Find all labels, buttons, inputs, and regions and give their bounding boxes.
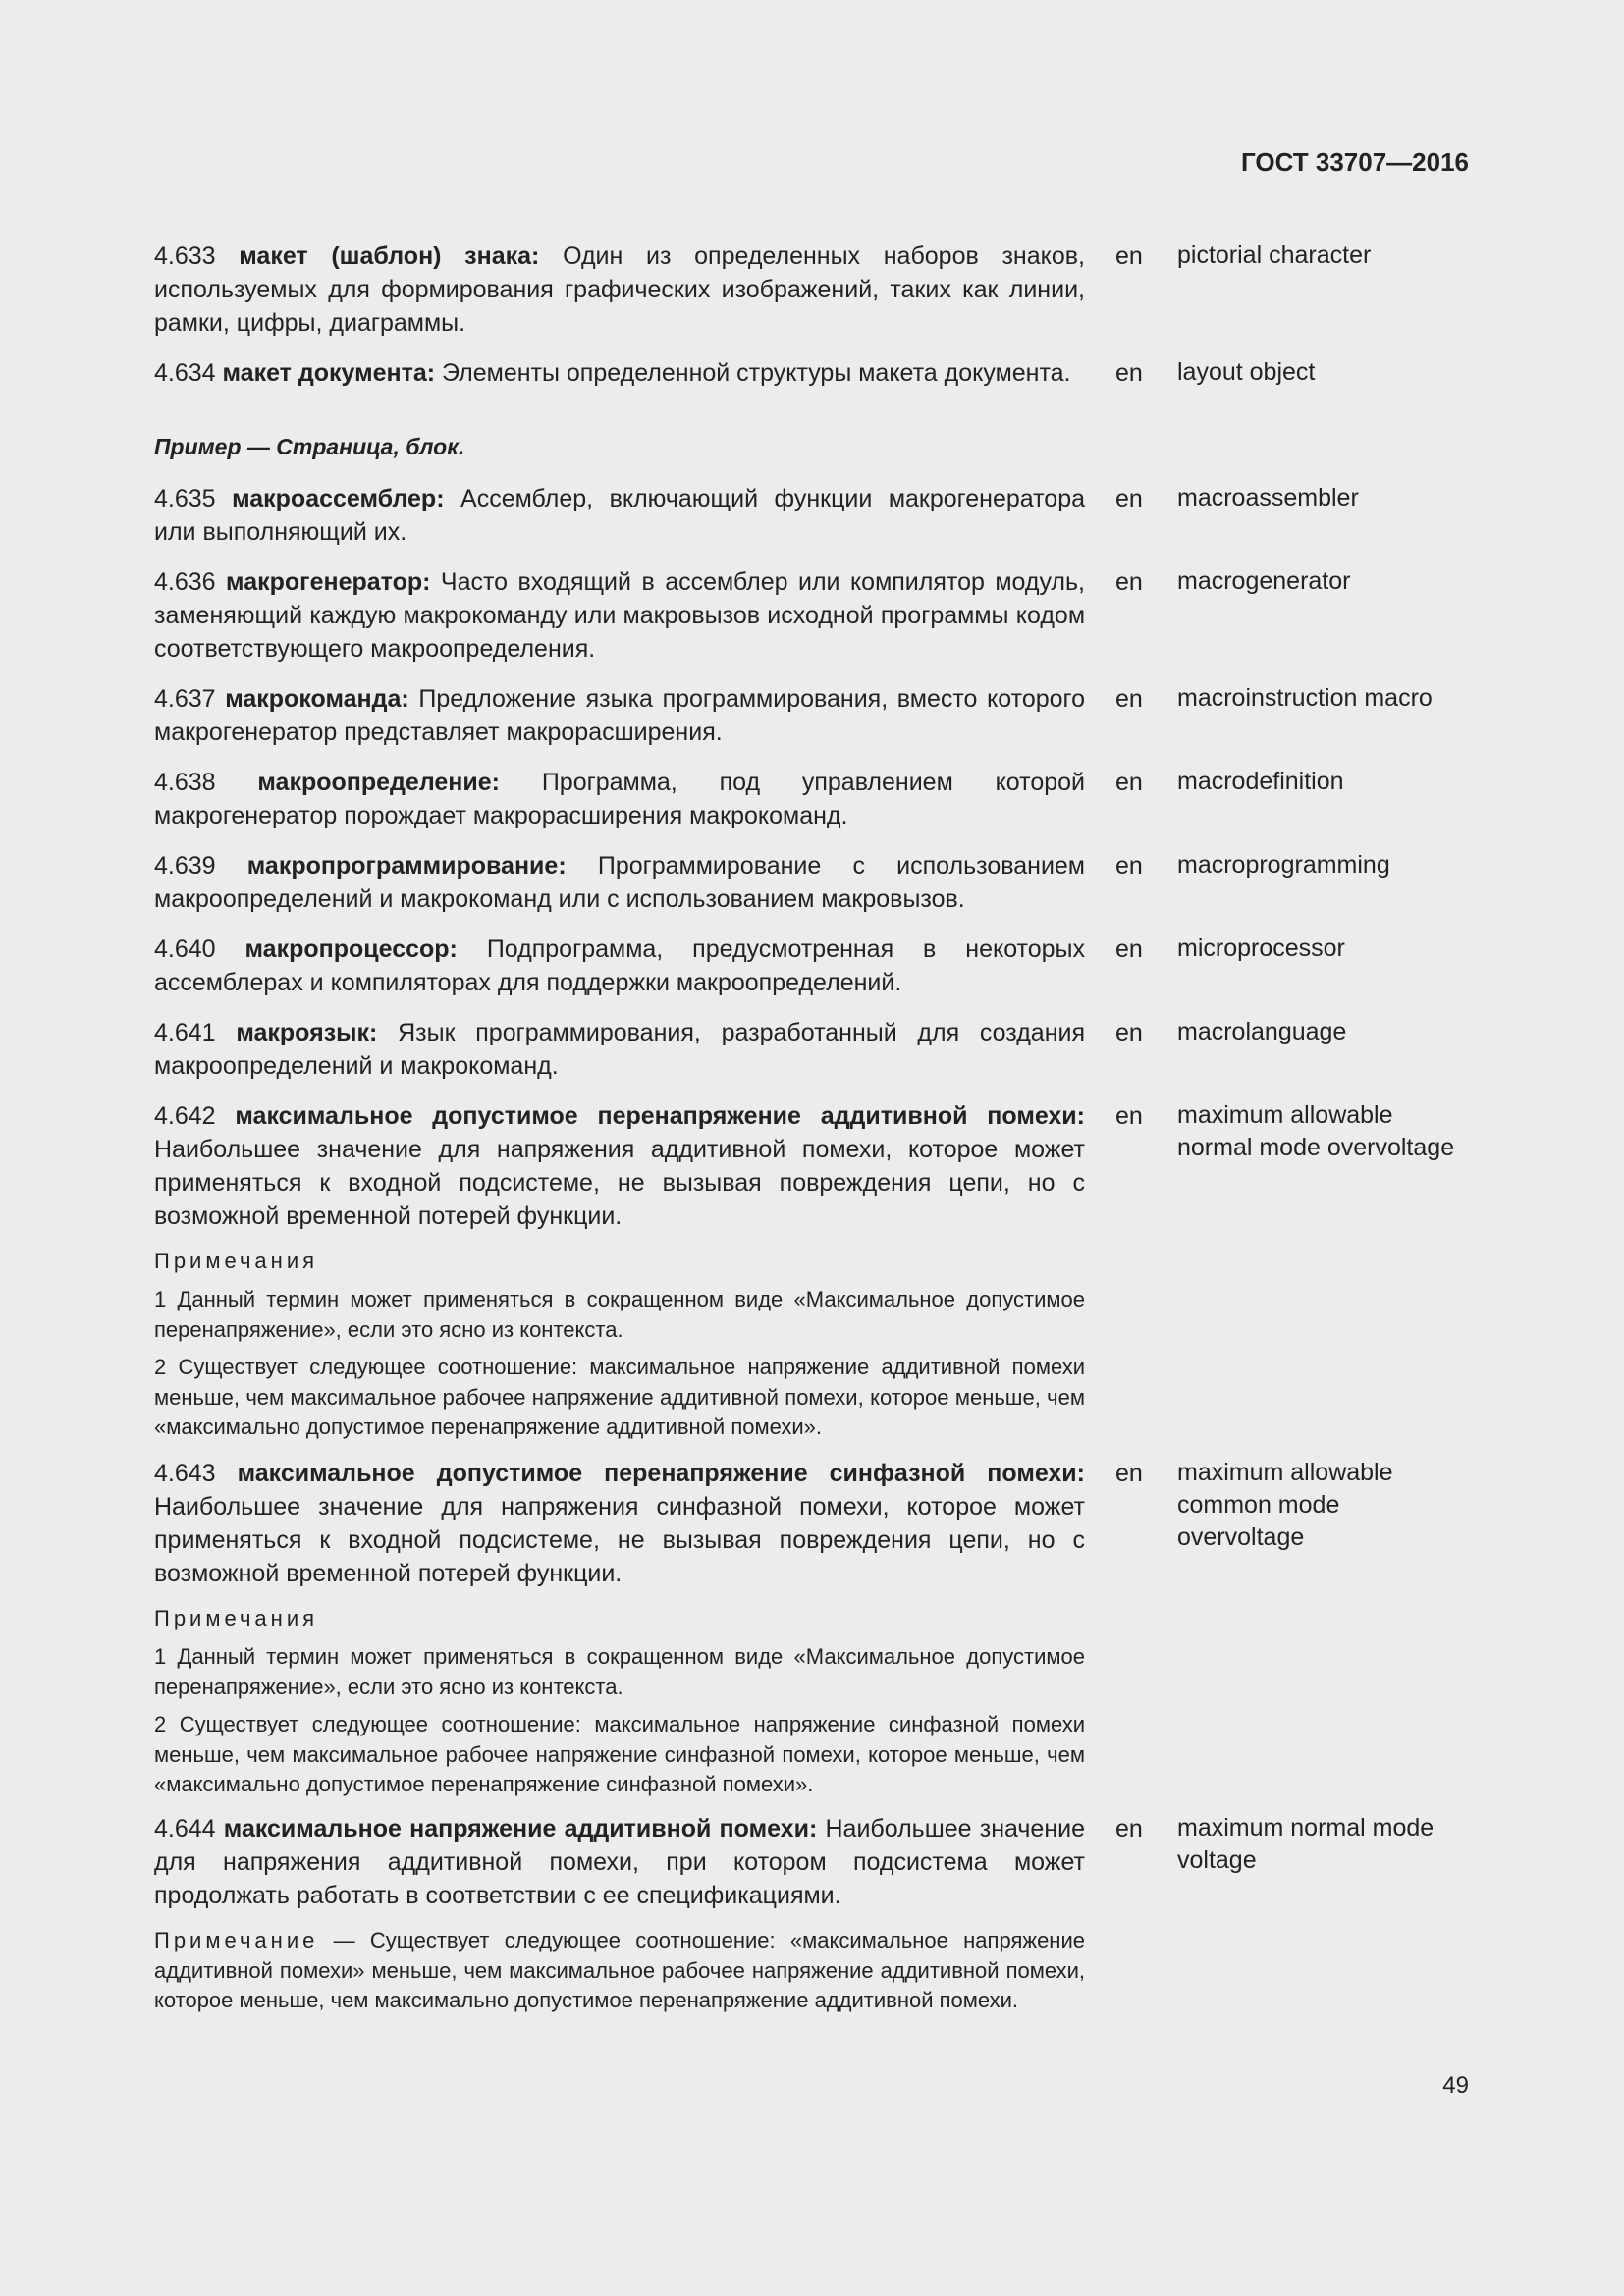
english-term: macroinstruction macro [1177,684,1433,712]
english-term: macrogenerator [1177,567,1351,595]
english-term: pictorial character [1177,241,1372,269]
term-entry [154,849,1470,933]
notes-block [154,1926,1470,2016]
term-text: Программа, под управлением которой макрогенератор порождает макрорасширения макрокоманд. [154,769,1086,829]
language-code: en [1115,242,1143,270]
term-definition [154,482,1085,549]
language-code: en [1115,685,1143,713]
term-definition [154,356,1085,390]
term-number: 4.641 [154,1019,216,1046]
term-name: макроопределение: [257,769,500,796]
term-definition [154,849,1085,916]
term-number: 4.644 [154,1815,216,1842]
term-name: макропрограммирование: [246,852,567,880]
note-item: 2 Существует следующее соотношение: максимальное напряжение синфазной помехи меньше, чем максимальное рабочее напряжение синфазной помехи, которое меньше, чем «максимально допустимое перенапряжение синфазной помехи». [154,1712,1085,1796]
term-text: Часто входящий в ассемблер или компилятор модуль, заменяющий каждую макрокоманду или макровызов исходной программы кодом соответствующего макроопределения. [154,568,1085,663]
term-text: Предложение языка программирования, вместо которого макрогенератор представляет макрорасширения. [154,685,1086,746]
term-entry [154,1016,1470,1099]
term-entry [154,682,1470,766]
language-code: en [1115,769,1143,796]
term-entry [154,1812,1470,1926]
example-block [154,432,1470,482]
note-label: Примечание [154,1928,319,1952]
term-entry [154,240,1470,356]
term-text: Программирование с использованием макроопределений и макрокоманд или с использованием макровызов. [154,852,1085,913]
term-name: максимальное напряжение аддитивной помехи: [223,1815,818,1842]
term-text: Наибольшее значение для напряжения аддитивной помехи, при котором подсистема может продолжать работать в соответствии с ее спецификациями. [154,1815,1086,1909]
term-name: макроассемблер: [232,485,445,512]
term-text: Наибольшее значение для напряжения аддитивной помехи, которое может применяться к входной подсистеме, не вызывая повреждения цепи, но с возможной временной потерей функции. [154,1136,1085,1230]
term-number: 4.640 [154,935,216,963]
term-definition [154,1016,1085,1083]
language-code: en [1115,568,1143,596]
term-number: 4.636 [154,568,216,596]
note-item: 1 Данный термин может применяться в сокращенном виде «Максимальное допустимое перенапряжение», если это ясно из контекста. [154,1644,1085,1699]
note-item: 2 Существует следующее соотношение: максимальное напряжение аддитивной помехи меньше, чем максимальное рабочее напряжение аддитивной помехи, которое меньше, чем «максимально допустимое перенапряжение аддитивной помехи». [154,1355,1085,1439]
page-number: 49 [1442,2072,1469,2099]
term-entry [154,1457,1470,1605]
term-definition [154,1099,1085,1233]
term-entry [154,933,1470,1016]
term-name: макроязык: [236,1019,378,1046]
term-name: макрогенератор: [226,568,431,596]
language-code: en [1115,359,1143,387]
term-entry [154,356,1470,432]
term-definition [154,933,1085,999]
notes-title: Примечания [154,1606,319,1630]
term-text: Наибольшее значение для напряжения синфазной помехи, которое может применяться к входной подсистеме, не вызывая повреждения цепи, но с возможной временной потерей функции. [154,1493,1085,1587]
term-definition [154,565,1085,666]
term-definition [154,1457,1085,1590]
language-code: en [1115,1815,1143,1842]
term-entry [154,482,1470,565]
term-entry [154,1099,1470,1248]
english-term: macroprogramming [1177,851,1390,879]
term-number: 4.637 [154,685,216,713]
english-term: macrodefinition [1177,768,1344,795]
document-header: ГОСТ 33707—2016 [1241,147,1469,177]
language-code: en [1115,485,1143,512]
term-text: Один из определенных наборов знаков, используемых для формирования графических изображений, таких как линии, рамки, цифры, диаграммы. [154,242,1085,337]
language-code: en [1115,1102,1143,1130]
english-term: maximum allowable normal mode overvoltage [1177,1101,1455,1161]
term-text: Подпрограмма, предусмотренная в некоторых ассемблерах и компиляторах для поддержки макроопределений. [154,935,1085,996]
term-name: максимальное допустимое перенапряжение аддитивной помехи: [235,1102,1085,1130]
notes-title: Примечания [154,1249,319,1273]
term-number: 4.635 [154,485,216,512]
english-term: maximum normal mode voltage [1177,1814,1435,1874]
notes-block [154,1605,1470,1812]
terms-list [154,240,1470,2016]
note-item: 1 Данный термин может применяться в сокращенном виде «Максимальное допустимое перенапряжение», если это ясно из контекста. [154,1287,1085,1342]
term-number: 4.639 [154,852,216,880]
term-text: Язык программирования, разработанный для создания макроопределений и макрокоманд. [154,1019,1086,1080]
term-name: макрокоманда: [225,685,409,713]
note-text: — Существует следующее соотношение: «максимальное напряжение аддитивной помехи» меньше, чем максимальное рабочее напряжение аддитивной помехи, которое меньше, чем максимально допустимое перенапряжение аддитивной помехи. [154,1928,1085,2012]
term-name: макет (шаблон) знака: [239,242,540,270]
language-code: en [1115,1019,1143,1046]
term-number: 4.642 [154,1102,216,1130]
term-entry [154,766,1470,849]
english-term: macroassembler [1177,484,1359,511]
term-definition [154,1812,1085,1912]
term-number: 4.633 [154,242,216,270]
term-number: 4.634 [154,359,216,387]
term-text: Ассемблер, включающий функции макрогенератора или выполняющий их. [154,485,1085,546]
example-text: Пример — Страница, блок. [154,434,465,459]
language-code: en [1115,935,1143,963]
term-definition [154,240,1085,340]
term-number: 4.643 [154,1460,216,1487]
term-number: 4.638 [154,769,216,796]
english-term: microprocessor [1177,934,1345,962]
term-definition [154,766,1085,832]
term-text: Элементы определенной структуры макета документа. [442,359,1071,387]
language-code: en [1115,852,1143,880]
term-entry [154,565,1470,682]
term-name: макет документа: [222,359,436,387]
english-term: layout object [1177,358,1316,386]
term-name: макропроцессор: [244,935,458,963]
notes-block [154,1248,1470,1457]
language-code: en [1115,1460,1143,1487]
note-item [154,1926,1085,2016]
english-term: macrolanguage [1177,1018,1347,1045]
term-name: максимальное допустимое перенапряжение синфазной помехи: [237,1460,1085,1487]
term-definition [154,682,1085,749]
english-term: maximum allowable common mode overvoltage [1177,1459,1393,1551]
